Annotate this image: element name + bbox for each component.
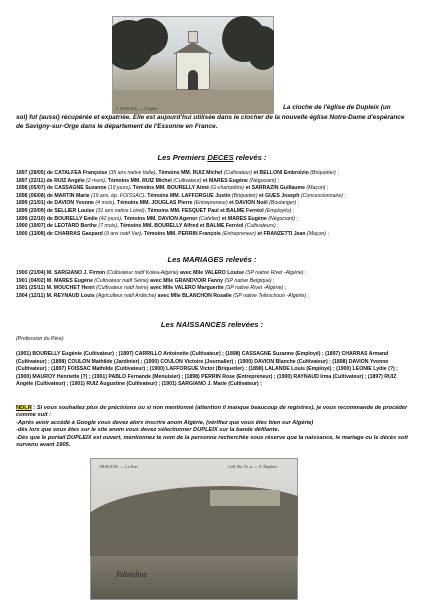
ndlr-note — [16, 405, 412, 449]
deces-row: 1899 (21/01) de DAVION Yvonne (4 mois). Témoins MM. JOUGLAS Pierre (Entrepreneur) et DAVION Noël (Boulanger) ; — [16, 200, 300, 207]
mariage-row: 1904 (12/11) M. REYNAUD Louis (Agriculteur natif Ardèche) avec Mlle BLANCHON Rosalie (SP native Tefeschoun -Algérie) ; — [16, 292, 309, 299]
deces-list — [16, 170, 412, 238]
deces-row: 1897 (28/05) de CATALFEA Françoise (35 ans native Italie). Témoins MM. RUIZ Michel (Cultivateur) et BELLONI Embrolzio (Briquetier) ; — [16, 170, 339, 176]
deces-row: 1898 (06/08) de MARTIN Marie (19 ans, ép. FOISSAC). Témoins MM. LAFFORGUE Justin (Briquetier) et GUES Joseph (Concessionnaire) ; — [16, 192, 346, 199]
ndlr-line: -Après avoir accédé à Google vous devez alors inscrire anom Algérie, (vérifiez que vous êtes bien sur Algérie) — [16, 419, 314, 426]
deces-title — [0, 153, 424, 162]
chapel-door — [188, 70, 198, 90]
photo-description: La cloche de l'église de Dupleix (un — [283, 104, 391, 111]
deces-row: 1900 (13/08) de CHARRAS Gaspard (9 ans natif Var). Témoins MM. PERRIN François (Entrepreneur) et FRANZETTI Jean (Maçon) ; — [16, 230, 329, 237]
tree-shape — [246, 26, 274, 70]
mariages-list — [16, 270, 412, 300]
mariage-row: 1900 (21/04) M. SARGIANO J. Firmin (Cultivateur natif Kolea-Algérie) avec Mlle VALERO Louise (SP native Rivet -Algérie) ; — [16, 270, 307, 276]
naissances-title: Les NAISSANCES relevées : — [160, 320, 264, 329]
tree-shape — [128, 18, 168, 56]
ndlr-line: -dès lors que vous êtes sur le site anom vous devez sélectionner DUPLEIX sur la bande défilante. — [16, 427, 280, 434]
fort-photo — [90, 458, 298, 600]
fort-photo-publisher: Coll. Bo. Fr. n. — F. Dupleix — [228, 464, 277, 469]
naissances-note: (Profession du Père) — [16, 336, 64, 342]
photo-description-continued: sol) fut (aussi) récupérée et expatriée. Elle est aujourd'hui utilisée dans le clocher de la nouvelle église Notre-Dame d'espérance de Savigny-sur-Orge dans le département de l'Essonne en France. — [16, 114, 405, 130]
mariage-row: 1901 (25/11) M. MOUCHET Henri (Cultivateur natif Isère) avec Mlle VALERO Marguerite (SP native Rivet -Algérie) ; — [16, 285, 287, 292]
photo-caption: 5. DUPLEIX. — L'Eglise — [116, 106, 158, 111]
fort-wall — [210, 490, 280, 506]
deces-title-suffix: relevés : — [233, 153, 267, 162]
deces-row: 1898 (05/07) de CASSAGNE Suzanne (19 jours). Témoins MM. BOURELLY Aimé (G-champêtre) et SARRAZIN Guillaume (Maçon) ; — [16, 185, 329, 192]
deces-row: 1897 (22/11) de RUIZ Angèle (2 mois). Témoins MM. RUIZ Michel (Cultivateur) et MARES Eugène (Négociant) ; — [16, 177, 280, 184]
deces-row: 1899 (22/10) de BOURELLY Emile (42 jours). Témoins MM. DAVION Agenor (Cafetier) et MARES Eugène (Négociant) ; — [16, 215, 298, 222]
deces-title-prefix: Les Premiers — [157, 153, 208, 162]
bell-tower — [188, 31, 198, 43]
ndlr-tag: NDLR — [16, 405, 32, 411]
naissances-text: (1901) BOURELLY Eugénie (Cultivateur) ; (1897) CARRILLO Antoinette (Cultivateur) ; (1898) CASSAGNE Suzanne (Employé) ; (1897) CHARRAS Armand (Cultivateur) ; (1898) COULON Mathilde (Jardinier) ; (1900) COULON Victoire (Journalier) ; (1900) DAVION Blanche (Cultivateur) ; (1898) DAVION Yvonne (Cultivateur) ; (1897) FOISSAC Mathilde (Cultivateur) ; (1900) LAFFORGUE Victor (Briquetier) ; (1898) LALANDE Louis (Employé) ; (1900) LEONIE Lydie (?) ; (1900) MAUROY Henriette (?) ; (1901) PABLO Fernande (Menuisier) ; (1898) PERRIN Rose (Entrepreneur) ; (1900) RAYNAUD Irma (Cultivateur) ; (1897) RUIZ Angèle (Cultivateur) ; (1901) RUIZ Augustine (Cultivateur) ; (1901) SARGIANO J. Marie (Cultivateur) ; — [16, 351, 398, 388]
ndlr-line: : Si vous souhaitez plus de précisions ou si non mentionné (attention il manque beaucoup de registres), je vous recommande de procéder comme suit : — [16, 405, 408, 419]
deces-row: 1900 (19/07) de LEOTARD Berthe (7 mois). Témoins MM. BOURELLY Alfred et BALME Ferréol (Cultivateurs) ; — [16, 223, 279, 230]
mariage-row: 1901 (04/02) M. MARES Eugène (Cultivateur natif Seine) avec Mlle GRANDVOIR Fanny (SP native Belgique) ; — [16, 277, 275, 284]
deces-title-underlined: DECES — [207, 153, 234, 162]
ndlr-line: -Dès que le portail DUPLEIX est ouvert, mentionnez le nom de la personne recherchée sous réserve que la naissance, le mariage ou le décès soit survenu avant 1905. — [16, 434, 408, 449]
deces-row: 1899 (20/09) de SELLIER Louise (31 ans native Loiret). Témoins MM. FESQUET Paul et BALME Ferréol (Employés) ; — [16, 207, 295, 214]
church-photo — [112, 16, 274, 114]
mariages-title: Les MARIAGES relevés : — [167, 255, 257, 264]
fort-photo-caption: DUPLEIX. — Le Fort — [100, 464, 138, 469]
handwritten-signature: Pdinidine — [116, 570, 148, 579]
